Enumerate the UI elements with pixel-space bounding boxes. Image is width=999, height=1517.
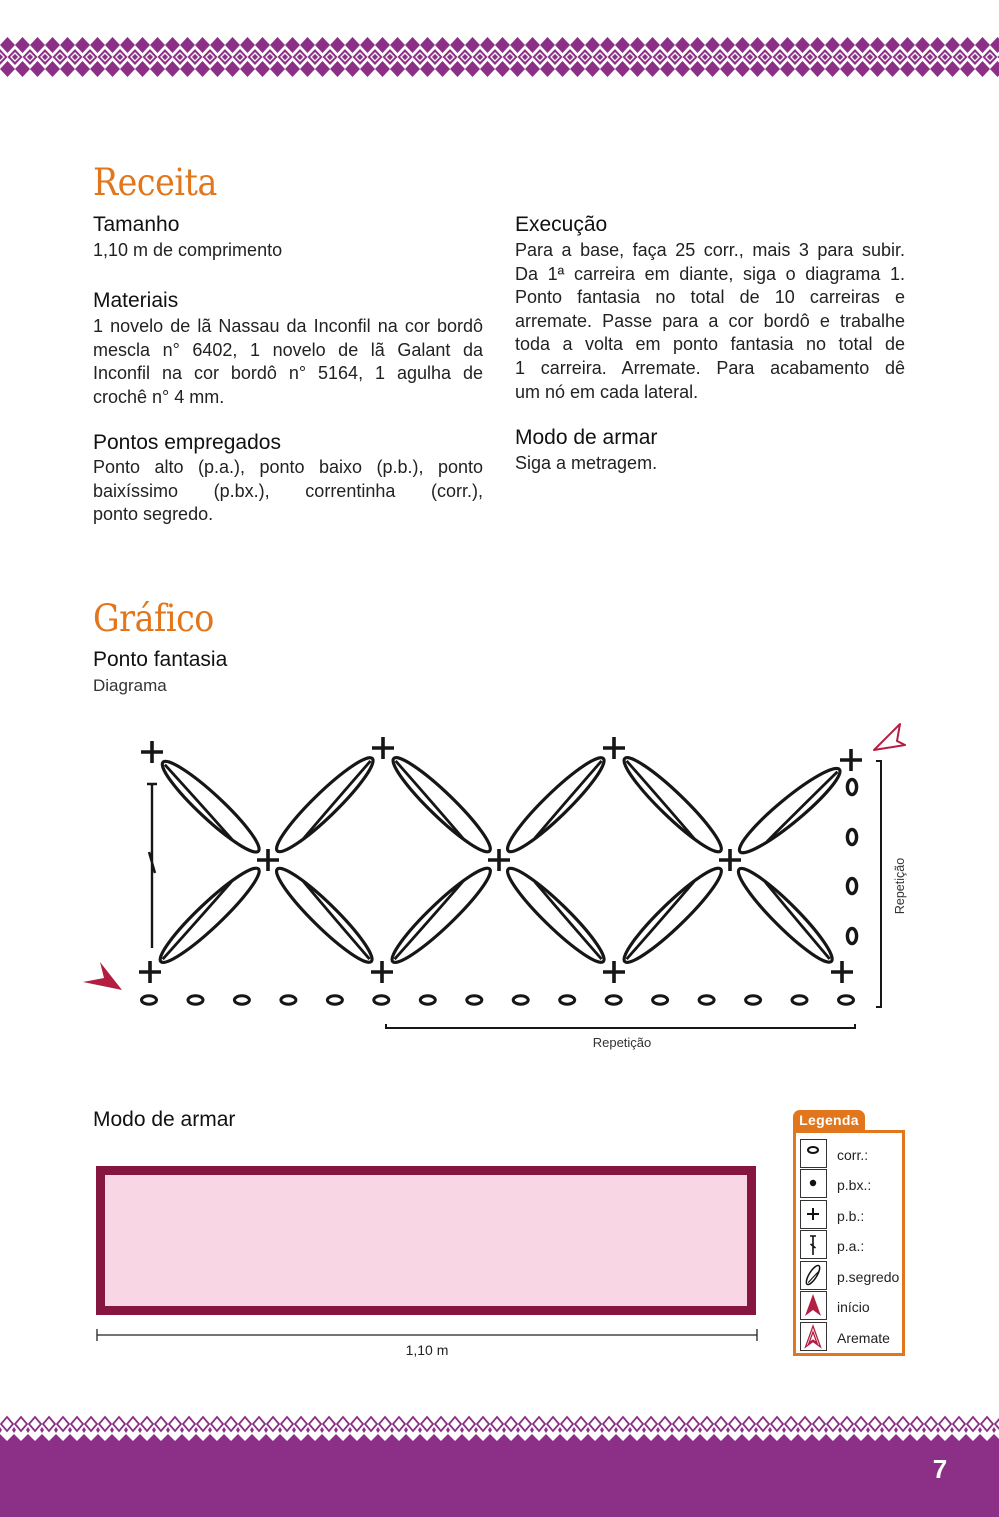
legend-item xyxy=(800,1200,904,1230)
chain-stitch-mark xyxy=(606,996,621,1004)
bottom-decorative-border xyxy=(0,1414,999,1517)
chain-stitch-mark xyxy=(281,996,296,1004)
assembly-heading: Modo de armar xyxy=(93,1108,236,1131)
chain-stitch-mark xyxy=(839,996,854,1004)
petal-inner-line xyxy=(759,882,836,959)
text-line: Ponto fantasia no total de 10 carreiras e xyxy=(515,287,905,308)
bobble-stitch-mark xyxy=(732,760,847,861)
chain-stitch-mark xyxy=(234,996,249,1004)
petal-inner-line xyxy=(297,882,375,959)
single-crochet-mark xyxy=(603,737,625,759)
plus-stroke xyxy=(372,737,394,759)
modo-de-armar-heading: Modo de armar xyxy=(515,426,658,449)
tamanho-heading: Tamanho xyxy=(93,213,180,236)
legend-item xyxy=(800,1322,904,1352)
petal-inner-line xyxy=(157,882,238,960)
text-line: Siga a metragem. xyxy=(515,453,658,473)
bobble-stitch-mark xyxy=(269,750,381,860)
plus-stroke xyxy=(603,737,625,759)
chain-stitch-mark xyxy=(847,928,856,943)
petal-outline xyxy=(616,860,728,970)
legend-label: corr.: xyxy=(837,1147,869,1163)
text-line: toda a volta em ponto fantasia no total de xyxy=(515,334,905,355)
plus-stroke xyxy=(139,961,161,983)
text-line: um nó em cada lateral. xyxy=(515,381,699,402)
text-line: Para a base, faça 25 corr., mais 3 para subir. xyxy=(515,240,905,260)
bracket-line xyxy=(876,761,881,1007)
petal-inner-line xyxy=(529,761,608,838)
finish-arrow-icon xyxy=(874,724,905,750)
legend-title: Legenda xyxy=(793,1110,865,1131)
bobble-stitch-mark xyxy=(500,750,612,860)
plus-stroke xyxy=(719,849,741,871)
bobble-stitch-mark xyxy=(731,861,840,970)
bobble-stitch-mark xyxy=(616,860,728,970)
text-line: Inconfil na cor bordô n° 5164, 1 agulha de xyxy=(93,363,483,384)
double-crochet-icon xyxy=(800,1230,827,1259)
petal-inner-line xyxy=(159,765,238,840)
petal-inner-line xyxy=(388,882,469,960)
single-crochet-mark xyxy=(139,961,161,983)
plus-stroke xyxy=(141,741,163,763)
repeat-label-vertical: Repetição xyxy=(893,857,907,915)
chain-stitch-mark xyxy=(847,878,856,893)
assembly-diagram xyxy=(90,1160,765,1360)
petal-outline xyxy=(732,760,847,861)
chain-stitch-mark xyxy=(746,996,761,1004)
chain-stitch-mark xyxy=(513,996,528,1004)
plus-stroke xyxy=(488,849,510,871)
assembly-piece-rectangle xyxy=(101,1171,752,1311)
footer-bar xyxy=(0,1442,999,1517)
plus-stroke xyxy=(840,749,862,771)
grafico-caption: Diagrama xyxy=(93,676,167,695)
text-line: 1,10 m de comprimento xyxy=(93,240,283,260)
double-crochet-stroke xyxy=(147,784,157,948)
text-line: mescla n° 6402, 1 novelo de lã Galant da xyxy=(93,339,483,360)
text-line: Da 1ª carreira em diante, siga o diagrama 1. xyxy=(515,263,905,284)
single-crochet-mark xyxy=(603,961,625,983)
petal-outline xyxy=(384,860,497,970)
repeat-bracket-vertical xyxy=(876,761,881,1007)
bobble-stitch-icon xyxy=(800,1261,827,1290)
petal-outline xyxy=(155,753,267,859)
bobble-stitch-mark xyxy=(269,861,380,970)
chain-stitch-mark xyxy=(142,996,157,1004)
pontos-heading: Pontos empregados xyxy=(93,431,281,454)
section-title-grafico: Gráfico xyxy=(93,597,214,640)
double-crochet-mark xyxy=(147,784,157,948)
chain-stitch-mark xyxy=(653,996,668,1004)
finish-arrow-icon xyxy=(800,1322,827,1351)
chain-stitch-mark xyxy=(560,996,575,1004)
bobble-stitch-mark xyxy=(155,753,267,859)
dimension-label: 1,10 m xyxy=(405,1342,449,1358)
bobble-stitch-mark xyxy=(385,750,497,860)
single-crochet-mark xyxy=(371,961,393,983)
plus-stroke xyxy=(371,961,393,983)
plus-stroke xyxy=(831,961,853,983)
single-crochet-mark xyxy=(719,849,741,871)
plus-stroke xyxy=(257,849,279,871)
chain-oval-icon xyxy=(800,1139,827,1168)
legend-item xyxy=(800,1261,904,1291)
chain-stitch-mark xyxy=(792,996,807,1004)
page-number: 7 xyxy=(932,1454,948,1484)
single-crochet-mark xyxy=(141,741,163,763)
chain-stitch-mark xyxy=(699,996,714,1004)
petal-inner-line xyxy=(298,761,377,838)
petal-outline xyxy=(500,750,612,860)
text-line: 1 carreira. Arremate. Para acabamento dê xyxy=(515,357,905,378)
repeat-label-horizontal: Repetição xyxy=(592,1035,652,1050)
plus-icon xyxy=(800,1200,827,1229)
text-line: crochê n° 4 mm. xyxy=(93,386,225,407)
text-line: Ponto alto (p.a.), ponto baixo (p.b.), ponto xyxy=(93,457,483,477)
section-title-receita: Receita xyxy=(93,161,217,204)
petal-outline xyxy=(616,750,728,860)
bobble-stitch-mark xyxy=(500,860,612,970)
petal-outline xyxy=(269,750,381,860)
legend-label: p.bx.: xyxy=(837,1177,872,1193)
legend-item xyxy=(800,1169,904,1199)
legend-label: p.b.: xyxy=(837,1208,865,1224)
text-line: arremate. Passe para a cor bordô e trabalhe xyxy=(515,310,905,331)
legend-item xyxy=(800,1291,904,1321)
single-crochet-mark xyxy=(488,849,510,871)
chain-stitch-mark xyxy=(420,996,435,1004)
chain-stitch-mark xyxy=(467,996,482,1004)
chain-stitch-mark xyxy=(847,779,856,794)
chain-stitch-mark xyxy=(188,996,203,1004)
legend-label: Aremate xyxy=(837,1330,890,1346)
legend-item xyxy=(800,1230,904,1260)
bobble-stitch-mark xyxy=(616,750,728,860)
petal-inner-line xyxy=(620,882,700,959)
text-line: ponto segredo. xyxy=(93,504,214,525)
bobble-stitch-mark xyxy=(384,860,497,970)
chain-stitch-mark xyxy=(374,996,389,1004)
chain-stitch-mark xyxy=(847,829,856,844)
single-crochet-mark xyxy=(257,849,279,871)
single-crochet-mark xyxy=(831,961,853,983)
start-arrow-icon xyxy=(800,1291,827,1320)
plus-stroke xyxy=(603,961,625,983)
bracket-line xyxy=(386,1024,855,1028)
petal-outline xyxy=(385,750,497,860)
bobble-stitch-mark xyxy=(153,860,267,970)
materiais-heading: Materiais xyxy=(93,289,179,312)
single-crochet-mark xyxy=(840,749,862,771)
legend-box xyxy=(793,1130,905,1356)
petal-inner-line xyxy=(620,761,700,838)
grafico-subtitle: Ponto fantasia xyxy=(93,648,228,671)
legend-label: p.segredo xyxy=(837,1269,900,1285)
text-line: baixíssimo (p.bx.), correntinha (corr.), xyxy=(93,480,483,501)
legend-label: início xyxy=(837,1299,870,1315)
petal-inner-line xyxy=(389,761,469,838)
dot-icon xyxy=(800,1169,827,1198)
bottom-border-pattern xyxy=(0,1414,999,1444)
legend-item xyxy=(800,1139,904,1169)
execucao-heading: Execução xyxy=(515,213,608,236)
petal-outline xyxy=(153,860,267,970)
legend-label: p.a.: xyxy=(837,1238,865,1254)
chain-stitch-mark xyxy=(327,996,342,1004)
start-arrow-icon xyxy=(83,962,122,990)
single-crochet-mark xyxy=(372,737,394,759)
text-line: 1 novelo de lã Nassau da Inconfil na cor bordô xyxy=(93,316,483,336)
petal-outline xyxy=(500,860,612,970)
petal-inner-line xyxy=(529,882,608,959)
repeat-bracket-horizontal xyxy=(386,1024,855,1028)
